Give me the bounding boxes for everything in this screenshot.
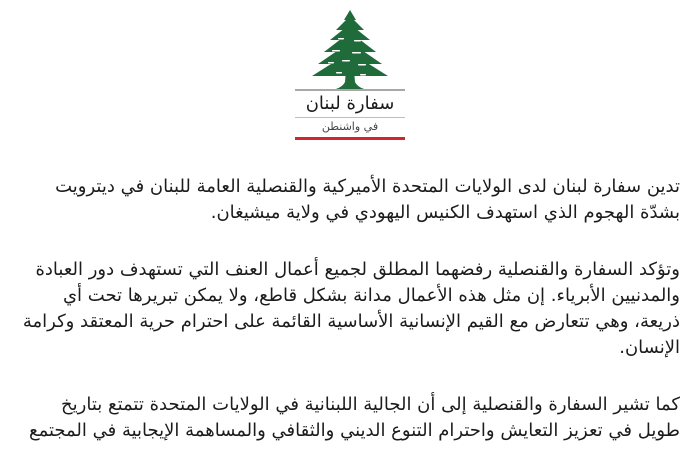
text-line: بشدّة الهجوم الذي استهدف الكنيس اليهودي في ولاية ميشيغان. — [210, 202, 680, 223]
logo-mid-rule — [295, 117, 405, 118]
text-line: ذريعة، وهي تتعارض مع القيم الإنسانية الأساسية القائمة على احترام حرية المعتقد وكرامة — [22, 311, 680, 332]
cedar-tree-icon — [308, 10, 392, 92]
paragraph-2 — [22, 257, 680, 361]
text-line: وتؤكد السفارة والقنصلية رفضهما المطلق لجميع أعمال العنف التي تستهدف دور العبادة — [35, 259, 680, 280]
embassy-logo — [290, 6, 410, 146]
text-line: كما تشير السفارة والقنصلية إلى أن الجالية اللبنانية في الولايات المتحدة تتمتع بتاريخ — [61, 394, 680, 415]
paragraph-1 — [40, 174, 680, 226]
text-line: الإنسان. — [619, 337, 680, 358]
logo-red-bar — [295, 137, 405, 140]
logo-top-rule — [295, 89, 405, 91]
paragraph-3 — [28, 392, 680, 444]
statement-body — [22, 174, 680, 475]
text-line: طويل في تعزيز التعايش واحترام التنوع الديني والثقافي والمساهمة الإيجابية في المجتمع — [28, 420, 680, 441]
logo-subtitle: في واشنطن — [321, 120, 379, 133]
text-line: تدين سفارة لبنان لدى الولايات المتحدة الأميركية والقنصلية العامة للبنان في ديترويت — [55, 176, 680, 197]
logo-title: سفارة لبنان — [305, 93, 395, 114]
text-line: والمدنيين الأبرياء. إن مثل هذه الأعمال مدانة بشكل قاطع، ولا يمكن تبريرها تحت أي — [62, 285, 680, 306]
